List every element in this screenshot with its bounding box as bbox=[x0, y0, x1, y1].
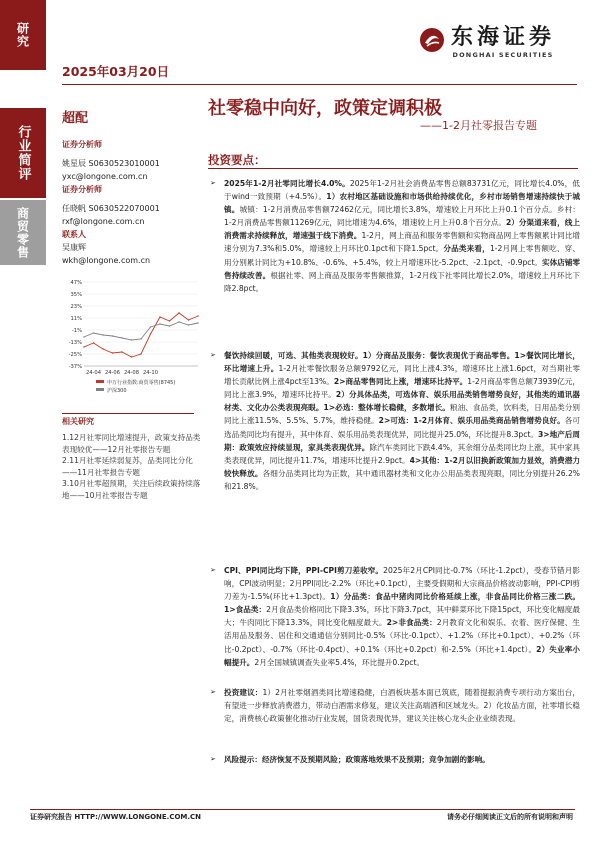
bullet-arrow-icon: ➢ bbox=[210, 755, 216, 763]
chart-x-tick-label: 24-06 bbox=[104, 370, 121, 376]
related-item[interactable]: 2.11月社零延续弱复苏，品类同比分化——11月社零报告专题 bbox=[62, 456, 193, 477]
contact-email[interactable]: wkh@longone.com.cn bbox=[62, 256, 151, 265]
chart-y-tick-label: -25% bbox=[68, 352, 82, 358]
bullet-arrow-icon: ➢ bbox=[210, 179, 216, 187]
chart-x-tick-label: 24-04 bbox=[85, 370, 102, 376]
bullet-bold: 2>商品零售同比上涨，增速环比持平。 bbox=[333, 377, 468, 387]
bullet-risk-warning bbox=[210, 753, 580, 766]
chart-data-point bbox=[140, 338, 141, 339]
chart-data-point bbox=[140, 353, 141, 354]
bullet-text: 根据社零、网上商品及服务零售额推算，1-2月线下社零同比增长2.0%，增速较上月环比下降2.8pct。 bbox=[224, 270, 580, 293]
contact-role: 联系人 bbox=[62, 230, 86, 239]
performance-chart bbox=[62, 278, 202, 407]
highlights-title: 投资要点： bbox=[208, 153, 266, 167]
bullet-bold: 2>非食品类： bbox=[386, 618, 437, 628]
bullet-text: 2月教育文化和娱乐、衣着、医疗保健、生活用品及服务、居住和交通通信分别同比-0.5%（环比-0.1pct）、+1.2%（环比+0.1pct）、+0.2%（环比-0.2pct）、-0.7%（环比-0.4pct）、+0.1%（环比+0.2pct）和-2.5%（环比+1.4pct）。 bbox=[224, 618, 580, 654]
bullet-retail-sales bbox=[210, 177, 580, 295]
header-divider bbox=[62, 84, 577, 85]
chart-data-point bbox=[150, 333, 151, 334]
logo-mark-icon bbox=[419, 27, 445, 53]
chart-data-point bbox=[150, 326, 151, 327]
chart-x-tick-label: 24-10 bbox=[142, 370, 159, 376]
chart-data-point bbox=[188, 319, 189, 320]
analyst-role: 证券分析师 bbox=[62, 185, 102, 194]
bullet-text: 1-2月，网上商品和服务零售额和实物商品网上零售额累计同比增速分别为7.3%和5.0%，增速较上月环比0.1pct和下降1.5pct。 bbox=[224, 231, 580, 254]
report-title: 社零稳中向好，政策定调积极 bbox=[208, 98, 442, 119]
bullet-bold: 风险提示：经济恢复不及预期风险；政策落地效果不及预期；竞争加剧的影响。 bbox=[224, 755, 490, 764]
chart-legend-swatch bbox=[96, 380, 104, 383]
chart-data-point bbox=[102, 348, 103, 349]
sidebar-tab-brief bbox=[0, 108, 46, 198]
chart-data-point bbox=[131, 356, 132, 357]
chart-y-tick-label: -37% bbox=[68, 364, 82, 370]
bullet-bold: 2）失业率小幅提升。 bbox=[224, 644, 580, 667]
related-research-list bbox=[62, 432, 202, 501]
rating-badge: 超配 bbox=[62, 111, 89, 126]
footer-divider bbox=[30, 809, 575, 810]
analyst-email[interactable]: yxc@longone.com.cn bbox=[62, 172, 148, 181]
bullet-bold: 1）分品类：食品中猪肉同比价格延续上涨，非食品同比价格三涨二跌。1>食品类： bbox=[224, 592, 580, 615]
bullet-arrow-icon: ➢ bbox=[210, 351, 216, 359]
sidebar-tab-research bbox=[0, 0, 46, 70]
bullet-bold: 2>可选：1-2月体育、娱乐用品类商品销售增势良好。 bbox=[378, 416, 565, 426]
related-divider bbox=[62, 413, 194, 414]
chart-data-point bbox=[121, 351, 122, 352]
related-item[interactable]: 1.12月社零同比增速提升，政策支持品类表现较优——12月社零报告专题 bbox=[62, 433, 201, 454]
chart-data-point bbox=[159, 323, 160, 324]
chart-data-point bbox=[112, 352, 113, 353]
bullet-text: 2025年1-2月社会消费品零售总额83731亿元，同比增长4.0%，低于wind一致预期（+4.5%）。 bbox=[224, 179, 580, 202]
bullet-bold: 餐饮持续回暖，可选、其他类表现较好。1）分商品及服务：餐饮表现优于商品零售。1>餐饮同比增长，环比增速上升。 bbox=[224, 351, 580, 374]
footer-website[interactable]: 证券研究报告 HTTP://WWW.LONGONE.COM.CN bbox=[30, 813, 202, 821]
related-item[interactable]: 3.10月社零超预期，关注后续政策持续落地——10月社零报告专题 bbox=[62, 479, 201, 500]
logo-text: 东海证券 bbox=[450, 25, 555, 50]
chart-data-point bbox=[93, 342, 94, 343]
chart-data-point bbox=[169, 320, 170, 321]
chart-data-point bbox=[83, 346, 84, 347]
bullet-text: 各细分品类同比均为正数，其中通讯器材类和文化办公用品类表现亮眼，同比分别提升26.2%和21.8%。 bbox=[224, 468, 580, 491]
chart-x-tick-label: 24-08 bbox=[123, 370, 140, 376]
analyst-role: 证券分析师 bbox=[62, 140, 102, 149]
chart-y-tick-label: -13% bbox=[68, 340, 82, 346]
related-research-title: 相关研究 bbox=[62, 417, 94, 426]
bullet-arrow-icon: ➢ bbox=[210, 566, 216, 574]
bullet-text: 2月全国城镇调查失业率5.4%，环比提升0.2pct。 bbox=[254, 657, 425, 667]
bullet-text: 1-2月网上零售额吃、穿、用分别累计同比为+10.8%、-0.6%、+5.4%，较上月增速环比-5.2pct、-2.1pct、-0.9pct。 bbox=[224, 244, 580, 267]
sidebar-tab-retail-label: 商贸零售 bbox=[15, 206, 30, 259]
chart-data-point bbox=[93, 332, 94, 333]
bullet-bold: CPI、PPI同比均下降，PPI-CPI剪刀差收窄。 bbox=[224, 566, 384, 575]
bullet-text: 粮油、食品类，饮料类，日用品类分别同比上涨11.5%、5.5%、5.7%，维持稳健。 bbox=[224, 403, 580, 426]
bullet-bold: 2）分渠道来看，线上消费需求持续释放，增速强于线下消费。 bbox=[224, 218, 580, 241]
chart-data-point bbox=[197, 315, 198, 316]
sidebar-tab-retail bbox=[0, 200, 46, 265]
bullet-investment-advice bbox=[210, 686, 580, 725]
chart-data-point bbox=[102, 334, 103, 335]
chart-y-tick-label: 47% bbox=[70, 280, 82, 286]
contact-name: 吴康辉 bbox=[62, 243, 86, 252]
bullet-text: 2025年2月CPI同比-0.7%（环比-1.2pct），受春节错月影响，CPI波动明显；2月PPI同比-2.2%（环比+0.1pct），主要受假期和大宗商品价格波动影响，PPI-CPI剪刀差为-1.5%(环比+1.3pct)。 bbox=[224, 566, 580, 602]
bullet-cpi-ppi bbox=[210, 564, 580, 669]
chart-data-point bbox=[159, 316, 160, 317]
highlights-divider bbox=[208, 168, 578, 169]
chart-y-tick-label: 11% bbox=[70, 316, 82, 322]
chart-data-point bbox=[178, 312, 179, 313]
bullet-text: 各可选品类同比均有提升，其中体育、娱乐用品类表现优异，同比提升25.0%，环比提升8.3pct。 bbox=[224, 416, 580, 439]
bullet-catering bbox=[210, 349, 580, 493]
bullet-bold: 4>其他：1-2月以旧换新政策加力显效，消费潜力较快释放。 bbox=[224, 455, 580, 478]
sidebar-tab-research-label: 研究 bbox=[15, 22, 30, 48]
bullet-bold: 投资建议： bbox=[224, 688, 263, 697]
bullet-text: 1-2月社零餐饮服务总额9792亿元，同比上涨4.3%，增速环比上涨1.6pct，对当期社零增长贡献比例上涨4pct至13%。 bbox=[224, 364, 580, 387]
footer-disclaimer: 请务必仔细阅读正文后的所有说明和声明 bbox=[447, 813, 573, 821]
report-date: 2025年03月20日 bbox=[62, 64, 170, 79]
chart-y-tick-label: -1% bbox=[71, 328, 82, 334]
analyst-name: 任晓帆 S0630522070001 bbox=[62, 204, 160, 213]
chart-data-point bbox=[131, 339, 132, 340]
bullet-bold: 分品类来看， bbox=[443, 244, 490, 254]
bullet-bold: 2）分具体品类，可选体育、娱乐用品类销售增势良好，其他类的通讯器材类、文化办公类表现亮眼。1>必选：整体增长稳健，多数增长。 bbox=[224, 390, 581, 413]
chart-series-line bbox=[84, 322, 198, 340]
chart-data-point bbox=[121, 337, 122, 338]
chart-data-point bbox=[112, 335, 113, 336]
bullet-bold: 1）农村地区基础设施和市场供给持续优化，乡村市场销售增速持续快于城镇。 bbox=[224, 192, 580, 215]
bullet-arrow-icon: ➢ bbox=[210, 688, 216, 696]
chart-y-tick-label: 23% bbox=[70, 304, 82, 310]
analyst-name: 姚星辰 S0630523010001 bbox=[62, 159, 160, 168]
sidebar-tab-brief-label: 行业简评 bbox=[15, 125, 31, 181]
chart-legend-label: 申万行业指数:商贸零售(8745) bbox=[107, 380, 176, 386]
bullet-text: 1）2月社零烟酒类同比增速稳健，白酒板块基本面已筑底，随着提振消费专项行动方案出台，有望进一步释放消费潜力，带动白酒需求修复，建议关注高端酒和区域龙头。2）化妆品方面，社零增长稳定，消费核心政策催化推动行业发展，国货表现优异，建议关注核心龙头企业业绩表现。 bbox=[224, 688, 581, 724]
performance-chart-svg bbox=[62, 278, 202, 403]
bullet-text: 城镇：1-2月消费品零售额72462亿元，同比增长3.8%，增速较上月环比上升0.1个百分点。乡村：1-2月消费品零售额11269亿元，同比增速为4.6%，增速较上月上升0.8个百分点。 bbox=[224, 205, 580, 228]
logo-subtext: DONGHAI SECURITIES bbox=[452, 51, 554, 59]
chart-data-point bbox=[188, 324, 189, 325]
report-subtitle: ——1-2月社零报告专题 bbox=[420, 119, 537, 132]
bullet-bold: 3>地产后周期：政策效应持续显现，家具类表现优异。 bbox=[224, 429, 580, 452]
chart-data-point bbox=[169, 325, 170, 326]
analyst-email[interactable]: rxf@longone.com.cn bbox=[62, 217, 145, 226]
chart-legend-label: 沪深300 bbox=[107, 388, 127, 394]
bullet-text: 2月食品类价格同比下降3.3%，环比下降3.7pct，其中鲜菜环比下降15pct，环比变化幅度最大；牛肉同比下降13.3%，同比变化幅度最大。 bbox=[224, 605, 580, 628]
analyst-block bbox=[62, 138, 160, 267]
bullet-text: 1-2月商品零售总额73939亿元，同比上涨3.9%，增速环比持平。 bbox=[224, 377, 580, 400]
chart-y-tick-label: 35% bbox=[70, 292, 82, 298]
bullet-bold: 2025年1-2月社零同比增长4.0%。 bbox=[224, 179, 350, 188]
bullet-text: 除汽车类同比下跌4.4%，其余细分品类同比均上涨，其中家具类表现优异，同比提升11.7%，增速环比提升2.9pct。 bbox=[224, 442, 581, 465]
chart-legend-swatch bbox=[96, 388, 104, 391]
chart-data-point bbox=[83, 336, 84, 337]
chart-data-point bbox=[178, 321, 179, 322]
bullet-bold: 实体店铺零售持续改善。 bbox=[224, 257, 581, 280]
company-logo bbox=[419, 20, 555, 59]
chart-data-point bbox=[197, 322, 198, 323]
